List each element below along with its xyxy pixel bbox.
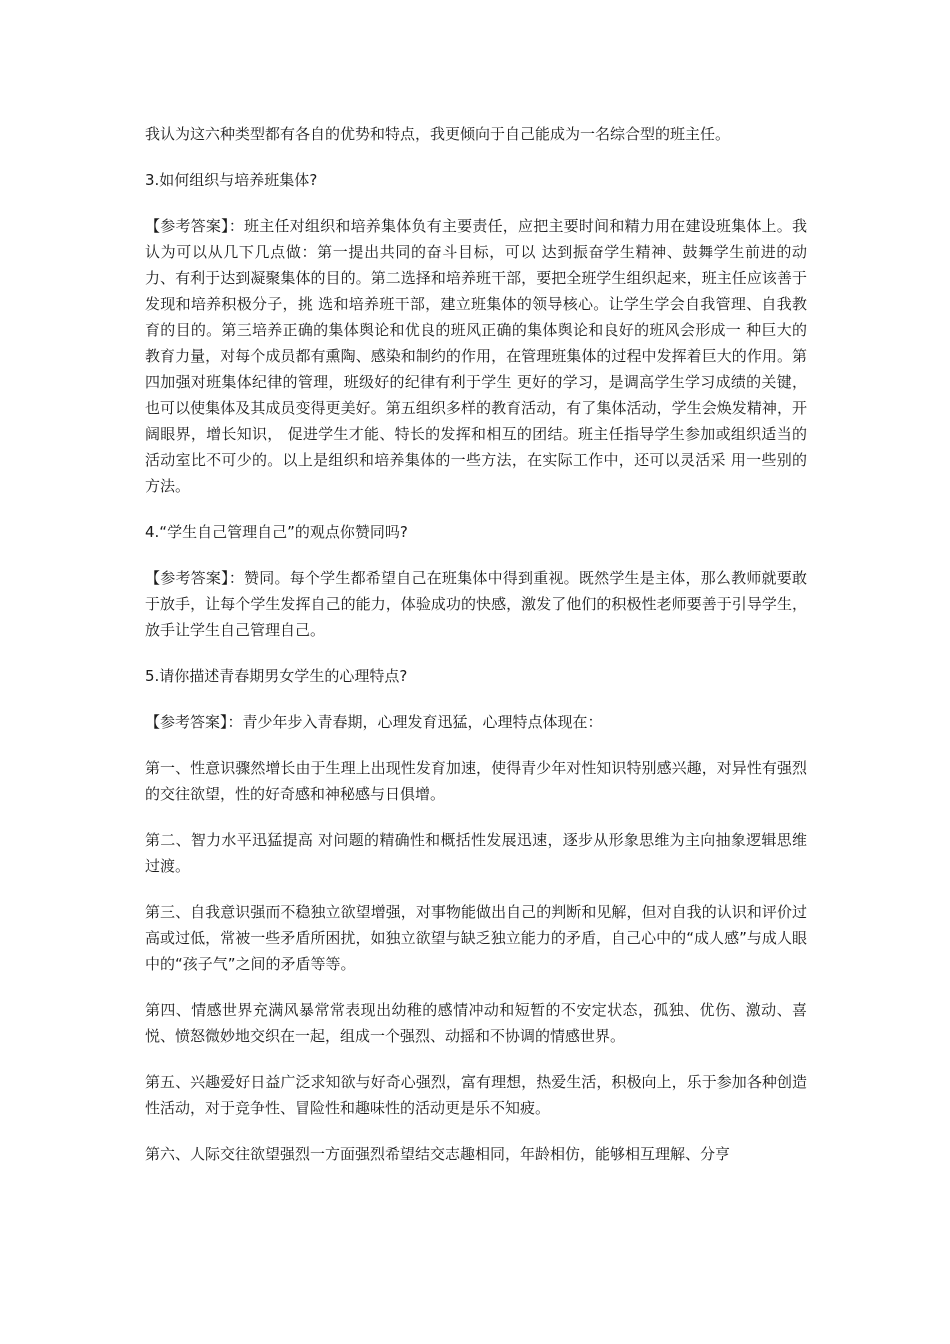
- question-3: 3.如何组织与培养班集体?: [145, 171, 318, 189]
- question-4: 4.“学生自己管理自己”的观点你赞同吗?: [145, 523, 408, 541]
- answer-5-point-2: 第二、智力水平迅猛提高 对问题的精确性和概括性发展迅速，逐步从形象思维为主向抽象逻辑思维过渡。: [145, 831, 807, 875]
- answer-5-intro: 【参考答案】：青少年步入青春期，心理发育迅猛，心理特点体现在：: [145, 713, 603, 731]
- paragraph-intro: 我认为这六种类型都有各自的优势和特点，我更倾向于自己能成为一名综合型的班主任。: [145, 125, 731, 143]
- answer-5-point-5: 第五、兴趣爱好日益广泛求知欲与好奇心强烈，富有理想，热爱生活，积极向上，乐于参加各种创造性活动，对于竞争性、冒险性和趣味性的活动更是乐不知疲。: [145, 1073, 807, 1117]
- answer-5-point-4: 第四、情感世界充满风暴常常表现出幼稚的感情冲动和短暂的不安定状态，孤独、优伤、激动、喜悦、愤怒微妙地交织在一起，组成一个强烈、动摇和不协调的情感世界。: [145, 1001, 807, 1045]
- answer-3: 【参考答案】：班主任对组织和培养集体负有主要责任，应把主要时间和精力用在建设班集体上。我认为可以从几下几点做：第一提出共同的奋斗目标，可以 达到振奋学生精神、鼓舞学生前进的动力、有利于达到凝聚集体的目的。第二选择和培养班干部，要把全班学生组织起来，班主任应该善于发现和培养积极分子，挑 选和培养班干部，建立班集体的领导核心。让学生学会自我管理、自我教育的目的。第三培养正确的集体舆论和优良的班风正确的集体舆论和良好的班风会形成一 种巨大的教育力量，对每个成员都有熏陶、感染和制约的作用，在管理班集体的过程中发挥着巨大的作用。第四加强对班集体纪律的管理，班级好的纪律有利于学生 更好的学习，是调高学生学习成绩的关键，也可以使集体及其成员变得更美好。第五组织多样的教育活动，有了集体活动，学生会焕发精神，开阔眼界，增长知识， 促进学生才能、特长的发挥和相互的团结。班主任指导学生参加或组织适当的活动室比不可少的。以上是组织和培养集体的一些方法，在实际工作中，还可以灵活采 用一些别的方法。: [145, 217, 807, 495]
- answer-5-point-1: 第一、性意识骤然增长由于生理上出现性发育加速，使得青少年对性知识特别感兴趣，对异性有强烈的交往欲望，性的好奇感和神秘感与日俱增。: [145, 759, 807, 803]
- document-page: [145, 121, 807, 1167]
- answer-4: 【参考答案】：赞同。每个学生都希望自己在班集体中得到重视。既然学生是主体，那么教师就要敢于放手，让每个学生发挥自己的能力，体验成功的快感，激发了他们的积极性老师要善于引导学生，放手让学生自己管理自己。: [145, 569, 807, 639]
- answer-5-point-6: 第六、人际交往欲望强烈一方面强烈希望结交志趣相同，年龄相仿，能够相互理解、分亨: [145, 1145, 731, 1163]
- question-5: 5.请你描述青春期男女学生的心理特点?: [145, 667, 408, 685]
- answer-5-point-3: 第三、自我意识强而不稳独立欲望增强，对事物能做出自己的判断和见解，但对自我的认识和评价过高或过低，常被一些矛盾所困扰，如独立欲望与缺乏独立能力的矛盾，自己心中的“成人感”与成人眼中的“孩子气”之间的矛盾等等。: [145, 903, 807, 973]
